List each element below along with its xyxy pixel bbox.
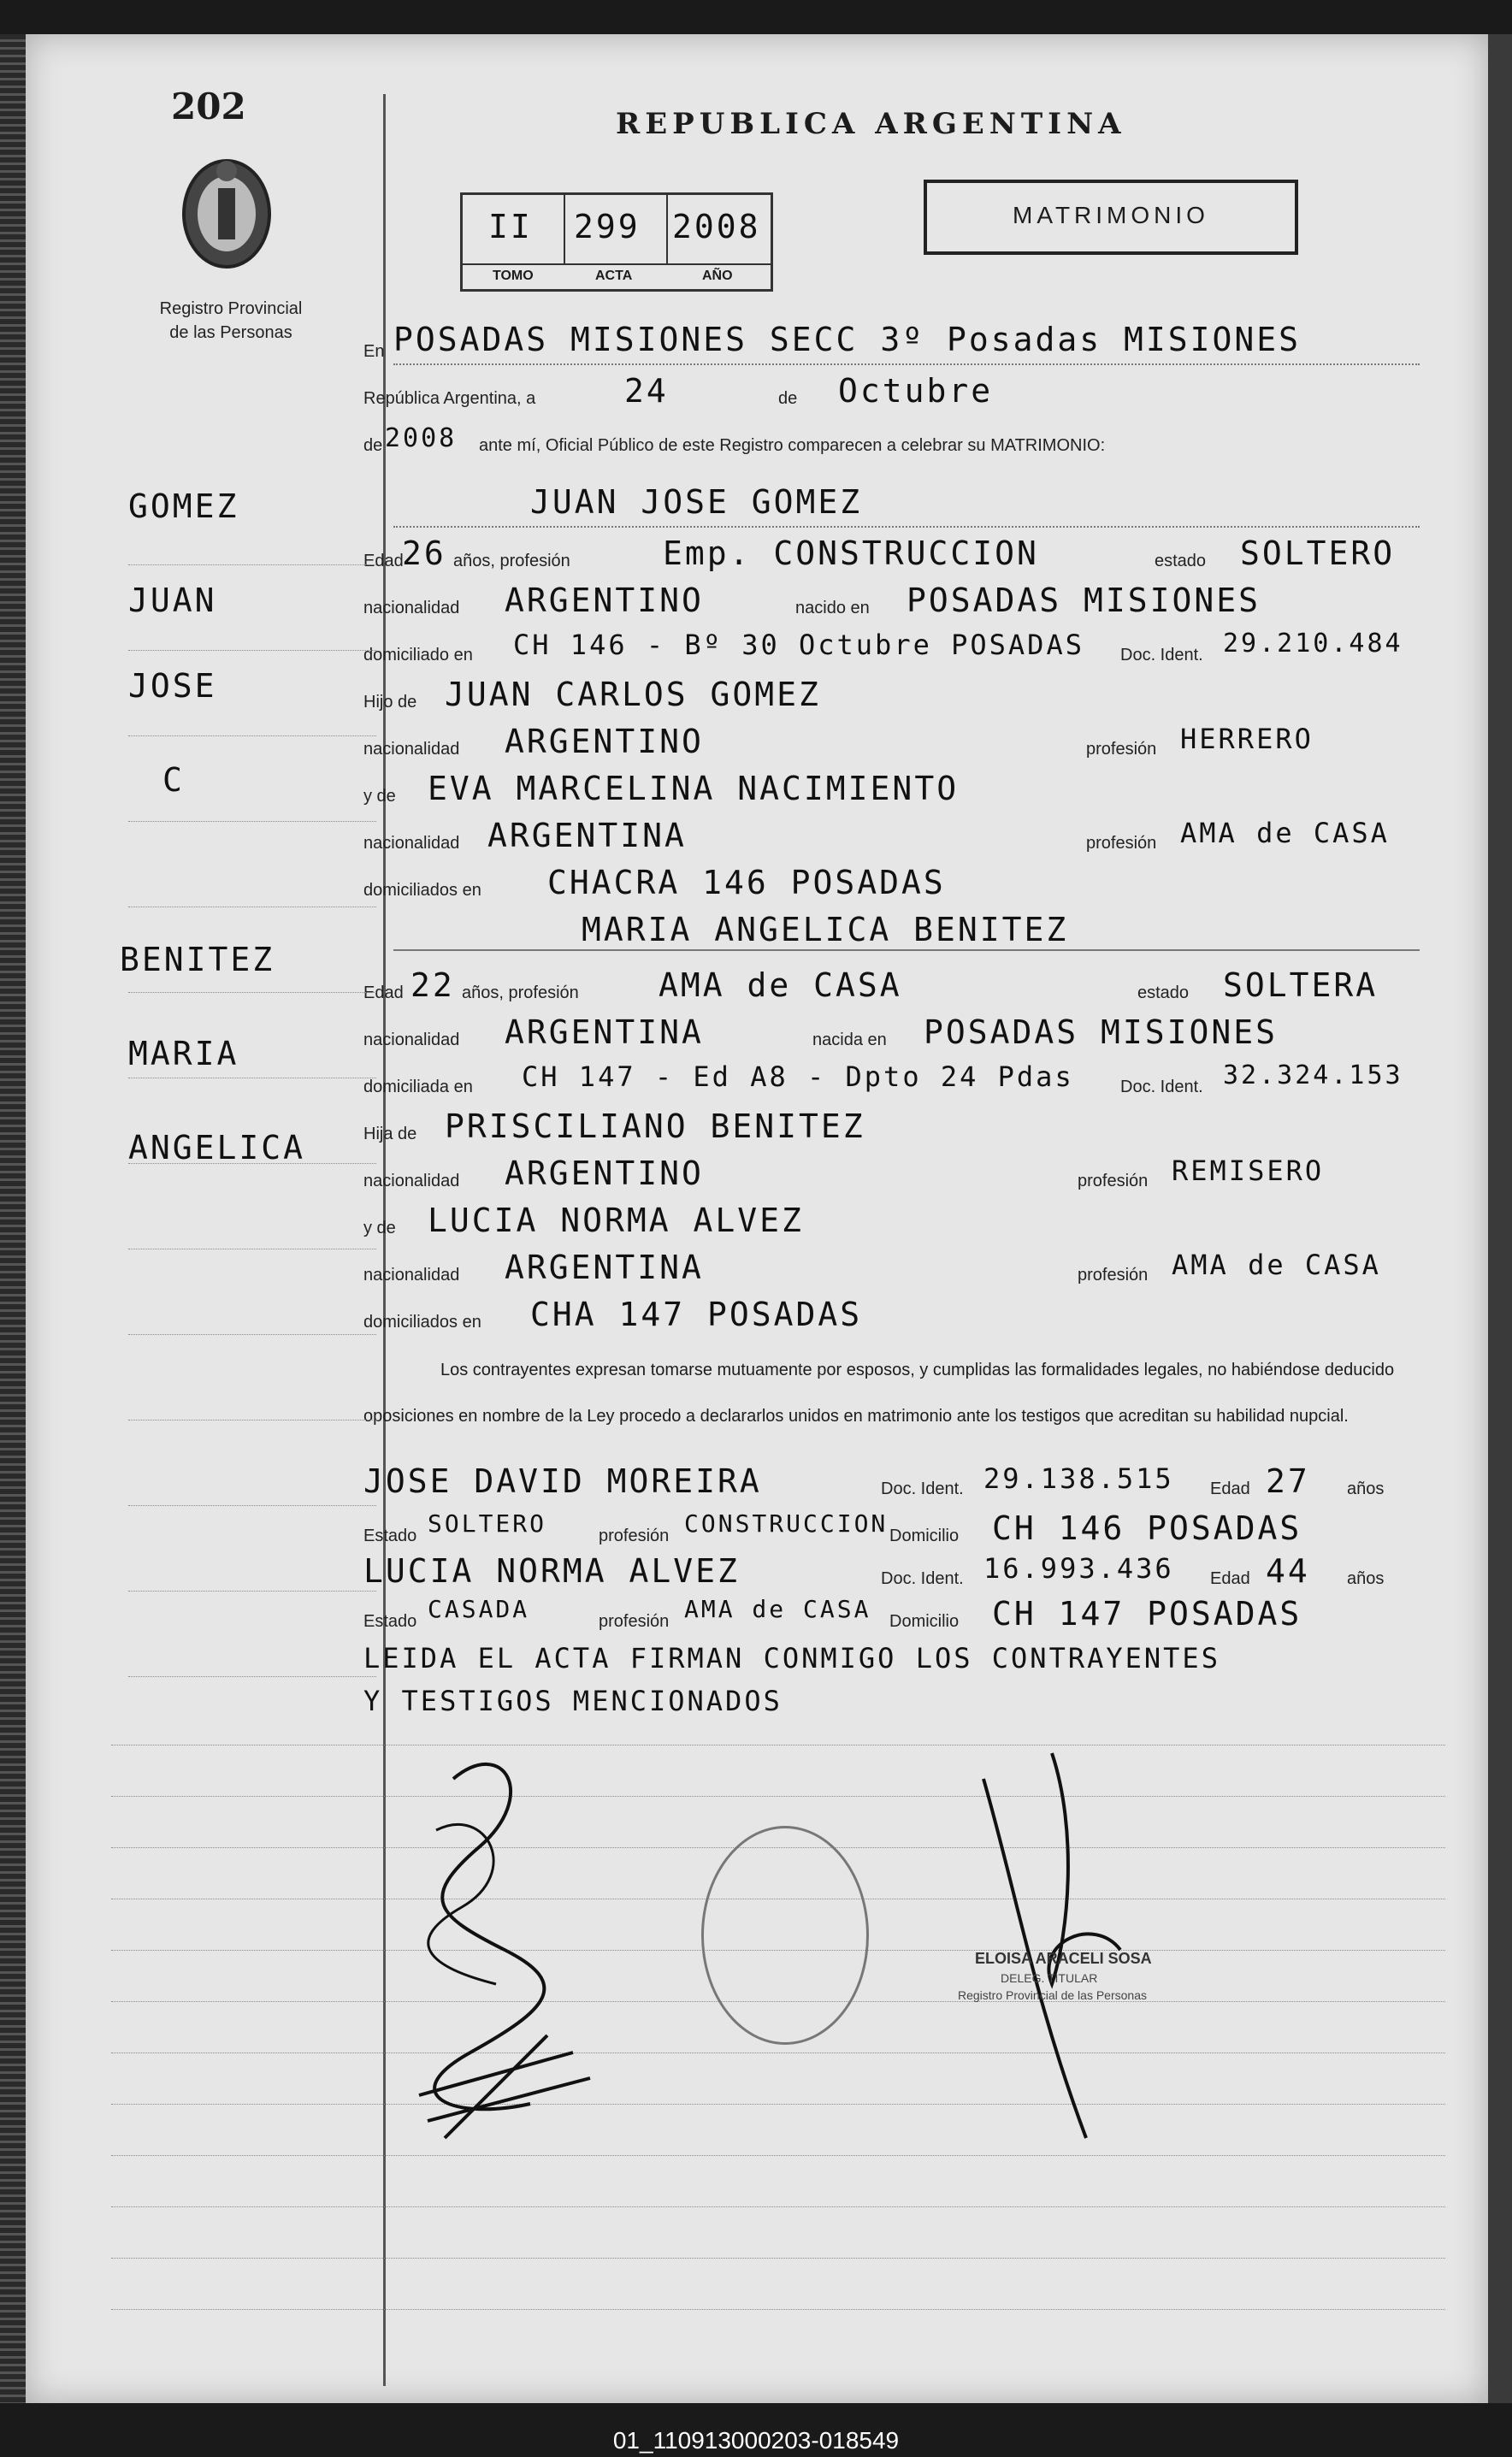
margin-line: [128, 821, 376, 822]
margin-groom-name1: JUAN: [128, 582, 217, 619]
dotted-line: [393, 363, 1420, 365]
signature-scribbles: [402, 1728, 624, 2172]
doc-label: Doc. Ident.: [881, 1569, 964, 1588]
rep-label: República Argentina, a: [363, 389, 536, 408]
groom-profession: Emp. CONSTRUCCION: [663, 535, 1039, 572]
margin-groom-name2: JOSE: [128, 667, 217, 705]
groom-address: CH 146 - Bº 30 Octubre POSADAS: [513, 629, 1084, 661]
nacionalidad-label: nacionalidad: [363, 599, 460, 617]
nacionalidad-label: nacionalidad: [363, 1031, 460, 1049]
edad-label: Edad: [363, 983, 404, 1002]
margin-line: [128, 992, 376, 993]
witness2-name: LUCIA NORMA ALVEZ: [363, 1552, 740, 1590]
de2-label: de: [363, 436, 383, 455]
page-edge: [1488, 34, 1512, 2403]
hijo-label: Hijo de: [363, 693, 417, 712]
edad-short-label: Edad: [1210, 1480, 1250, 1498]
witness2-status: CASADA: [428, 1595, 530, 1623]
ruled-line: [111, 2155, 1445, 2156]
nacionalidad-label: nacionalidad: [363, 740, 460, 759]
domiciliados-label: domiciliados en: [363, 1313, 481, 1332]
appear-text: ante mí, Oficial Público de este Registro comparecen a celebrar su MATRIMONIO:: [479, 436, 1106, 455]
margin-bride-name2: ANGELICA: [128, 1129, 306, 1166]
doc-label: Doc. Ident.: [1120, 646, 1203, 664]
year-value: 2008: [385, 423, 458, 453]
officer-stamp-3: Registro Provincial de las Personas: [958, 1988, 1147, 2002]
bride-father-nationality: ARGENTINO: [505, 1155, 704, 1192]
margin-line: [128, 564, 376, 565]
estado-cap-label: Estado: [363, 1527, 417, 1545]
bride-father: PRISCILIANO BENITEZ: [445, 1107, 865, 1145]
bride-profession: AMA de CASA: [659, 966, 902, 1004]
profesion-label: profesión: [1086, 740, 1157, 759]
groom-doc: 29.210.484: [1223, 629, 1403, 659]
doc-label: Doc. Ident.: [881, 1480, 964, 1498]
ruled-line: [111, 2258, 1445, 2259]
dotted-line: [393, 526, 1420, 528]
y-de-label: y de: [363, 787, 396, 806]
groom-parents-address: CHACRA 146 POSADAS: [547, 864, 946, 901]
profesion-label: profesión: [599, 1527, 670, 1545]
edad-label: Edad: [363, 552, 404, 570]
ruled-line: [111, 2052, 1445, 2053]
bride-doc: 32.324.153: [1223, 1060, 1403, 1090]
en-label: En: [363, 342, 385, 361]
witness1-address: CH 146 POSADAS: [992, 1509, 1302, 1547]
domicilio-label: Domicilio: [889, 1612, 960, 1631]
groom-mother: EVA MARCELINA NACIMIENTO: [428, 770, 960, 807]
de-label: de: [778, 389, 798, 408]
registry-stamp: [701, 1826, 869, 2045]
ruled-line: [111, 1796, 1445, 1797]
witness1-doc: 29.138.515: [983, 1462, 1174, 1495]
bride-mother: LUCIA NORMA ALVEZ: [428, 1202, 804, 1239]
y-de-label: y de: [363, 1219, 396, 1237]
tomo-label: TOMO: [493, 269, 534, 283]
nacionalidad-label: nacionalidad: [363, 834, 460, 853]
profesion-label: profesión: [1086, 834, 1157, 853]
declaration-text: Los contrayentes expresan tomarse mutuamente por esposos, y cumplidas las formalidades legales, no habiéndose deducido oposiciones en nombre de la Ley procedo a declararlos unidos en matrimonio ante los testigos que acreditan su habilidad nupcial.: [363, 1361, 1395, 1426]
ano-value: 2008: [672, 208, 761, 245]
domiciliados-label: domiciliados en: [363, 881, 481, 900]
groom-father: JUAN CARLOS GOMEZ: [445, 676, 821, 713]
doc-label: Doc. Ident.: [1120, 1078, 1203, 1096]
footer-id: 01_110913000203-018549: [612, 2427, 900, 2454]
margin-line: [128, 650, 376, 651]
profesion-label: profesión: [1078, 1266, 1149, 1285]
page-number: 202: [171, 86, 246, 127]
margin-line: [128, 1163, 376, 1164]
ruled-line: [111, 2309, 1445, 2310]
groom-age: 26: [402, 535, 446, 572]
divider-line: [393, 949, 1420, 951]
bride-name: MARIA ANGELICA BENITEZ: [582, 911, 1069, 948]
month-value: Octubre: [838, 372, 994, 410]
edad-short-label: Edad: [1210, 1569, 1250, 1588]
witness1-profession: CONSTRUCCION: [684, 1509, 889, 1538]
record-box: [460, 192, 773, 292]
day-value: 24: [624, 372, 669, 410]
coat-of-arms-icon: [171, 145, 282, 291]
groom-father-nationality: ARGENTINO: [505, 723, 704, 760]
groom-mother-profession: AMA de CASA: [1180, 817, 1390, 849]
closing-line2: Y TESTIGOS MENCIONADOS: [363, 1685, 783, 1717]
bride-age: 22: [410, 966, 455, 1004]
acta-value: 299: [574, 208, 641, 245]
estado-label: estado: [1155, 552, 1207, 570]
anos-profesion-label: años, profesión: [462, 983, 579, 1002]
bride-address: CH 147 - Ed A8 - Dpto 24 Pdas: [522, 1060, 1074, 1093]
groom-mother-nationality: ARGENTINA: [487, 817, 687, 854]
acta-label: ACTA: [595, 269, 633, 283]
groom-status: SOLTERO: [1240, 535, 1396, 572]
margin-line: [128, 1676, 376, 1677]
estado-cap-label: Estado: [363, 1612, 417, 1631]
witness1-age: 27: [1266, 1462, 1310, 1500]
country-heading: REPUBLICA ARGENTINA: [616, 107, 1126, 141]
bride-parents-address: CHA 147 POSADAS: [530, 1296, 863, 1333]
bride-mother-nationality: ARGENTINA: [505, 1249, 704, 1286]
act-type-box: [924, 180, 1298, 255]
registry-name-1: Registro Provincial: [159, 299, 303, 318]
closing-line1: LEIDA EL ACTA FIRMAN CONMIGO LOS CONTRAYENTES: [363, 1642, 1220, 1674]
domicilio-label: Domicilio: [889, 1527, 960, 1545]
anos-label: años: [1347, 1480, 1385, 1498]
tomo-value: II: [488, 208, 533, 245]
groom-nationality: ARGENTINO: [505, 582, 704, 619]
groom-name: JUAN JOSE GOMEZ: [530, 483, 863, 521]
witness2-address: CH 147 POSADAS: [992, 1595, 1302, 1633]
groom-birthplace: POSADAS MISIONES: [907, 582, 1261, 619]
witness2-profession: AMA de CASA: [684, 1595, 871, 1623]
margin-line: [128, 1334, 376, 1335]
document-page: [26, 34, 1488, 2403]
hija-label: Hija de: [363, 1125, 417, 1143]
bride-status: SOLTERA: [1223, 966, 1379, 1004]
margin-bride-name1: MARIA: [128, 1035, 239, 1072]
witness2-age: 44: [1266, 1552, 1310, 1590]
nacionalidad-label: nacionalidad: [363, 1266, 460, 1285]
margin-line: [128, 1505, 376, 1506]
officer-stamp-2: DELEG. TITULAR: [1001, 1971, 1098, 1985]
witness1-name: JOSE DAVID MOREIRA: [363, 1462, 762, 1500]
margin-bride-surname: BENITEZ: [120, 941, 275, 978]
act-type: MATRIMONIO: [1013, 202, 1209, 228]
domiciliado-label: domiciliado en: [363, 646, 473, 664]
profesion-label: profesión: [599, 1612, 670, 1631]
margin-groom-surname: GOMEZ: [128, 487, 239, 525]
ruled-line: [111, 2104, 1445, 2105]
margin-groom-mark: C: [162, 761, 185, 799]
nacida-label: nacida en: [812, 1031, 887, 1049]
bride-father-profession: REMISERO: [1172, 1155, 1325, 1187]
ruled-line: [111, 2206, 1445, 2207]
profesion-label: profesión: [1078, 1172, 1149, 1190]
witness2-doc: 16.993.436: [983, 1552, 1174, 1585]
domiciliada-label: domiciliada en: [363, 1078, 473, 1096]
groom-father-profession: HERRERO: [1180, 723, 1314, 755]
officer-stamp-1: ELOISA ARACELI SOSA: [975, 1950, 1152, 1967]
bride-nationality: ARGENTINA: [505, 1013, 704, 1051]
bride-birthplace: POSADAS MISIONES: [924, 1013, 1279, 1051]
ano-label: AÑO: [702, 269, 733, 283]
witness1-status: SOLTERO: [428, 1509, 547, 1538]
nacionalidad-label: nacionalidad: [363, 1172, 460, 1190]
anos-label: años: [1347, 1569, 1385, 1588]
margin-line: [128, 1591, 376, 1592]
place-value: POSADAS MISIONES SECC 3º Posadas MISIONES: [393, 321, 1301, 358]
margin-line: [128, 735, 376, 736]
registry-name-2: de las Personas: [169, 323, 292, 342]
estado-label: estado: [1137, 983, 1190, 1002]
bride-mother-profession: AMA de CASA: [1172, 1249, 1381, 1281]
anos-profesion-label: años, profesión: [453, 552, 570, 570]
nacido-label: nacido en: [795, 599, 870, 617]
